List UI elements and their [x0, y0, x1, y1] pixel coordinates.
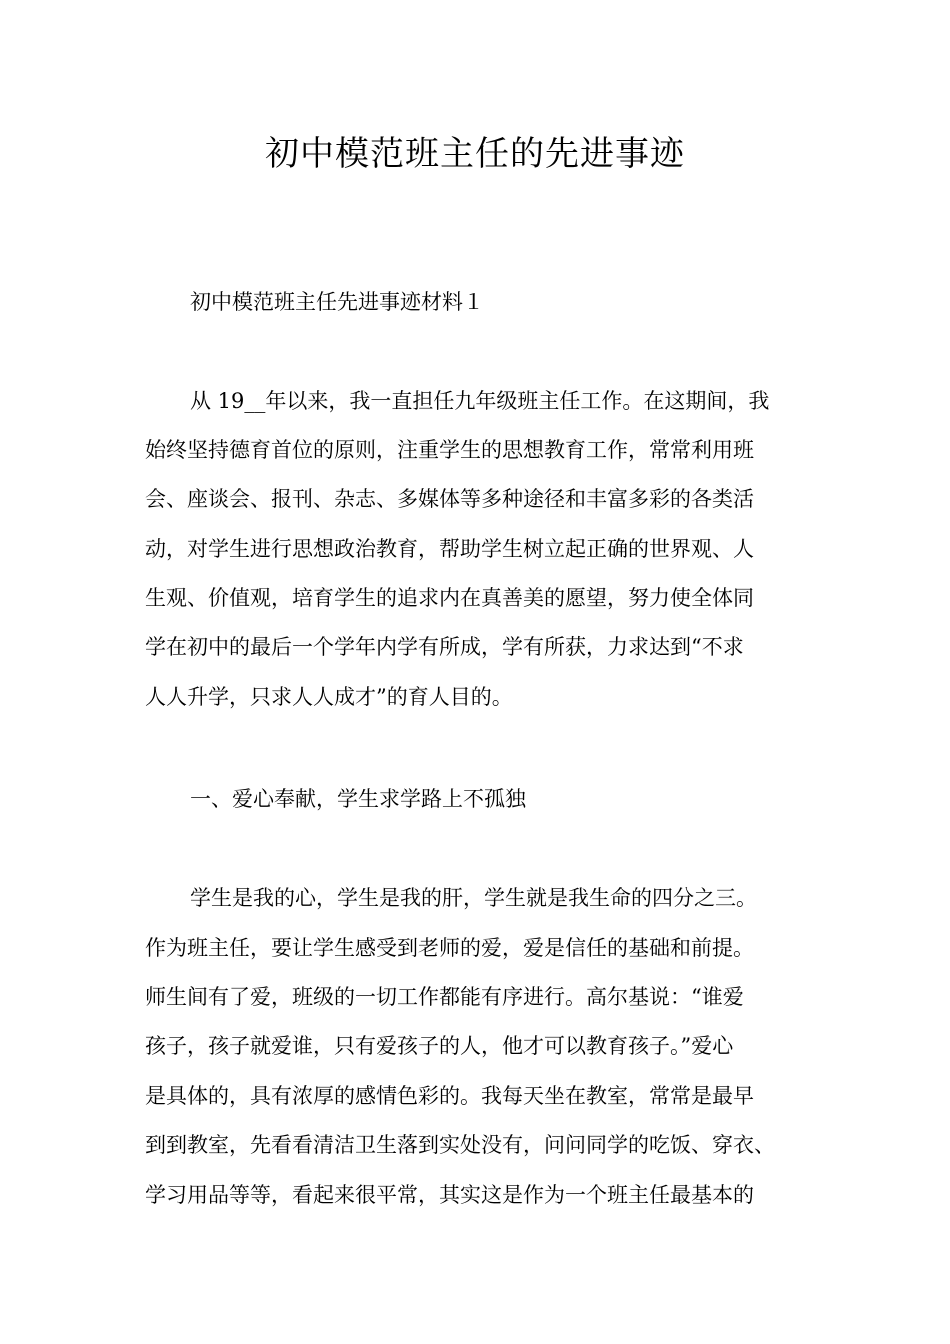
- document-subtitle: 初中模范班主任先进事迹材料１: [190, 290, 484, 314]
- paragraph-line: 学习用品等等，看起来很平常，其实这是作为一个班主任最基本的: [145, 1183, 754, 1207]
- paragraph-line: 会、座谈会、报刊、杂志、多媒体等多种途径和丰富多彩的各类活: [145, 487, 754, 511]
- paragraph-line: 动，对学生进行思想政治教育，帮助学生树立起正确的世界观、人: [145, 537, 754, 561]
- section-heading-1: 一、爱心奉献，学生求学路上不孤独: [190, 787, 526, 811]
- paragraph-line: 学在初中的最后一个学年内学有所成，学有所获，力求达到“不求: [145, 635, 744, 659]
- paragraph-line: 学生是我的心，学生是我的肝，学生就是我生命的四分之三。: [190, 886, 757, 910]
- paragraph-line: 生观、价值观，培育学生的追求内在真善美的愿望，努力使全体同: [145, 586, 754, 610]
- paragraph-line: 作为班主任，要让学生感受到老师的爱，爱是信任的基础和前提。: [145, 936, 754, 960]
- paragraph-line: 人人升学，只求人人成才”的育人目的。: [145, 685, 513, 709]
- paragraph-line: 从 19__年以来，我一直担任九年级班主任工作。在这期间，我: [190, 389, 770, 413]
- paragraph-line: 到到教室，先看看清洁卫生落到实处没有，问问同学的吃饭、穿衣、: [145, 1133, 775, 1157]
- paragraph-line: 师生间有了爱，班级的一切工作都能有序进行。高尔基说：“谁爱: [145, 985, 744, 1009]
- paragraph-line: 孩子，孩子就爱谁，只有爱孩子的人，他才可以教育孩子。”爱心: [145, 1034, 734, 1058]
- document-title: 初中模范班主任的先进事迹: [265, 134, 685, 174]
- paragraph-line: 始终坚持德育首位的原则，注重学生的思想教育工作，常常利用班: [145, 438, 754, 462]
- paragraph-line: 是具体的，具有浓厚的感情色彩的。我每天坐在教室，常常是最早: [145, 1084, 754, 1108]
